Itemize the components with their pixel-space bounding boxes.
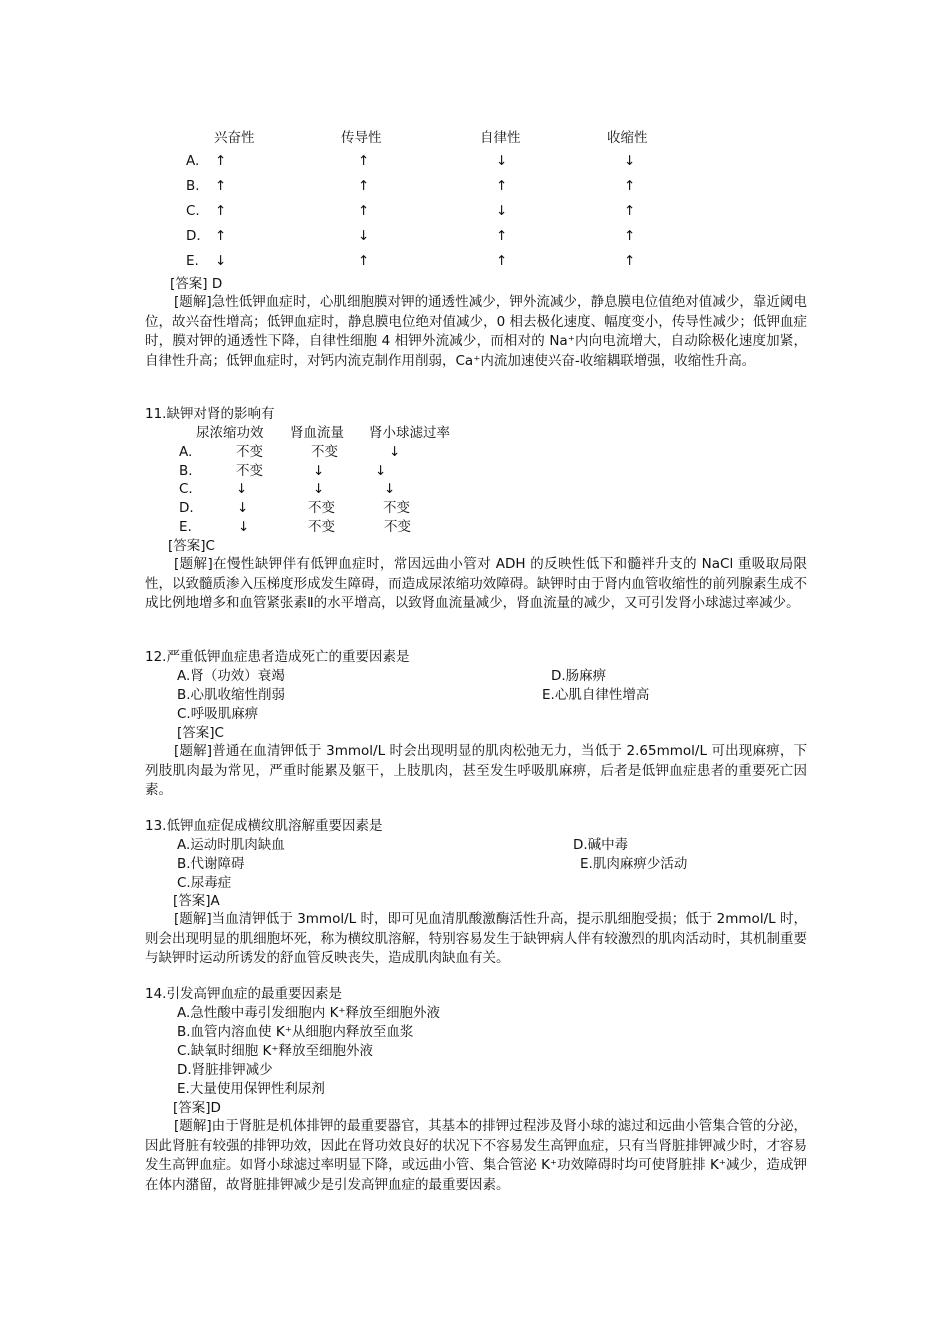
q13-option-a: A.运动时肌肉缺血 bbox=[177, 837, 285, 853]
q11-row-label: D. bbox=[179, 500, 194, 516]
q10-cell: ↑ bbox=[358, 203, 370, 219]
q10-row-label: E. bbox=[186, 253, 199, 269]
q11-cell: ↓ bbox=[238, 519, 250, 535]
q10-cell: ↑ bbox=[215, 228, 227, 244]
q10-cell: ↑ bbox=[358, 178, 370, 194]
q10-cell: ↓ bbox=[358, 228, 370, 244]
q11-cell: 不变 bbox=[384, 519, 411, 535]
q14-option-d: D.肾脏排钾减少 bbox=[177, 1062, 273, 1078]
q11-row-label: B. bbox=[179, 463, 193, 479]
q10-cell: ↑ bbox=[624, 253, 636, 269]
q13-option-e: E.肌肉麻痹少活动 bbox=[580, 856, 688, 872]
q13-option-b: B.代谢障碍 bbox=[177, 856, 245, 872]
q12-explanation: [题解]普通在血清钾低于 3mmol/L 时会出现明显的肌肉松弛无力，当低于 2.65mmol/L 可出现麻痹，下列肢肌肉最为常见，严重时能累及躯干，上肢肌肉，甚至发生呼吸肌麻痹，后者是低钾血症患者的重要死亡因素。 bbox=[145, 743, 807, 798]
q11-cell: ↓ bbox=[375, 463, 387, 479]
q10-row-label: A. bbox=[186, 153, 200, 169]
q10-cell: ↓ bbox=[496, 203, 508, 219]
q14-option-b: B.血管内溶血使 K⁺从细胞内释放至血浆 bbox=[177, 1024, 414, 1040]
q11-explanation: [题解]在慢性缺钾伴有低钾血症时，常因远曲小管对 ADH 的反映性低下和髓袢升支的 NaCl 重吸取局限性，以致髓质渗入压梯度形成发生障碍，而造成尿浓缩功效障碍。缺钾时由于肾内血管收缩性的前列腺素生成不成比例地增多和血管紧张素Ⅱ的水平增高，以致肾血流量减少，肾血流量的减少，又可引发肾小球滤过率减少。 bbox=[145, 556, 807, 611]
q14-option-a: A.急性酸中毒引发细胞内 K⁺释放至细胞外液 bbox=[177, 1005, 441, 1021]
q13-answer: [答案]A bbox=[173, 893, 220, 909]
q10-header-contractility: 收缩性 bbox=[607, 130, 648, 146]
q13-option-d: D.碱中毒 bbox=[573, 837, 629, 853]
q13-explanation: [题解]当血清钾低于 3mmol/L 时，即可见血清肌酸激酶活性升高，提示肌细胞受损；低于 2mmol/L 时，则会出现明显的肌细胞坏死，称为横纹肌溶解，特别容易发生于缺钾病人伴有较激烈的肌肉活动时，其机制重要与缺钾时运动所诱发的舒血管反映丧失，造成肌肉缺血有关。 bbox=[145, 911, 807, 966]
q11-cell: ↓ bbox=[313, 463, 325, 479]
q11-cell: 不变 bbox=[236, 444, 263, 460]
q10-cell: ↑ bbox=[624, 228, 636, 244]
q11-row-label: A. bbox=[179, 444, 193, 460]
q10-cell: ↑ bbox=[215, 178, 227, 194]
q10-cell: ↑ bbox=[215, 153, 227, 169]
q11-cell: 不变 bbox=[308, 519, 335, 535]
q10-explanation: [题解]急性低钾血症时，心肌细胞膜对钾的通透性减少，钾外流减少，静息膜电位值绝对值减少，靠近阈电位，故兴奋性增高；低钾血症时，静息膜电位绝对值减少，0 相去极化速度、幅度变小，传导性减少；低钾血症时，膜对钾的通透性下降，自律性细胞 4 相钾外流减少，而相对的 Na⁺内向电流增大，自动除极化速度加紧，自律性升高；低钾血症时，对钙内流克制作用削弱，Ca⁺内流加速使兴奋-收缩耦联增强，收缩性升高。 bbox=[145, 294, 807, 369]
q11-cell: 不变 bbox=[383, 500, 410, 516]
q13-option-c: C.尿毒症 bbox=[177, 875, 232, 891]
q14-option-c: C.缺氧时细胞 K⁺释放至细胞外液 bbox=[177, 1043, 373, 1059]
q12-answer: [答案]C bbox=[177, 725, 224, 741]
q14-explanation: [题解]由于肾脏是机体排钾的最重要器官，其基本的排钾过程涉及肾小球的滤过和远曲小管集合管的分泌，因此肾脏有较强的排钾功效，因此在肾功效良好的状况下不容易发生高钾血症，只有当肾脏排钾减少时，才容易发生高钾血症。如肾小球滤过率明显下降，或远曲小管、集合管泌 K⁺功效障碍时均可使肾脏排 K⁺减少，造成钾在体内潴留，故肾脏排钾减少是引发高钾血症的最重要因素。 bbox=[145, 1118, 807, 1193]
q10-cell: ↓ bbox=[624, 153, 636, 169]
q10-header-excitability: 兴奋性 bbox=[214, 130, 255, 146]
q11-header: 尿浓缩功效 bbox=[196, 425, 264, 441]
q12-option-e: E.心肌自律性增高 bbox=[542, 687, 650, 703]
q10-row-label: D. bbox=[186, 228, 201, 244]
q10-cell: ↓ bbox=[496, 153, 508, 169]
q12-option-b: B.心肌收缩性削弱 bbox=[177, 687, 286, 703]
q10-cell: ↑ bbox=[624, 178, 636, 194]
q12-option-a: A.肾（功效）衰竭 bbox=[177, 668, 285, 684]
q11-cell: 不变 bbox=[311, 444, 338, 460]
q10-cell: ↑ bbox=[358, 153, 370, 169]
q11-row-label: C. bbox=[179, 481, 193, 497]
q11-answer: [答案]C bbox=[168, 538, 215, 554]
q11-cell: 不变 bbox=[236, 463, 263, 479]
q14-title: 14.引发高钾血症的最重要因素是 bbox=[145, 986, 342, 1002]
q10-cell: ↑ bbox=[496, 178, 508, 194]
q10-header-conductivity: 传导性 bbox=[341, 130, 382, 146]
q10-cell: ↑ bbox=[624, 203, 636, 219]
q11-header: 肾小球滤过率 bbox=[369, 425, 450, 441]
q10-header-automaticity: 自律性 bbox=[480, 130, 521, 146]
q11-title: 11.缺钾对肾的影响有 bbox=[145, 406, 275, 422]
q11-cell: ↓ bbox=[313, 481, 325, 497]
q10-cell: ↑ bbox=[496, 228, 508, 244]
q10-cell: ↑ bbox=[215, 203, 227, 219]
q11-row-label: E. bbox=[179, 519, 192, 535]
q10-cell: ↓ bbox=[215, 253, 227, 269]
q10-row-label: C. bbox=[186, 203, 200, 219]
q11-cell: 不变 bbox=[308, 500, 335, 516]
q13-title: 13.低钾血症促成横纹肌溶解重要因素是 bbox=[145, 818, 383, 834]
q10-row-label: B. bbox=[186, 178, 200, 194]
q11-cell: ↓ bbox=[389, 444, 401, 460]
q12-option-d: D.肠麻痹 bbox=[551, 668, 607, 684]
q11-cell: ↓ bbox=[384, 481, 396, 497]
q11-cell: ↓ bbox=[237, 500, 249, 516]
q10-cell: ↑ bbox=[496, 253, 508, 269]
q11-header: 肾血流量 bbox=[290, 425, 344, 441]
q14-answer: [答案]D bbox=[173, 1100, 221, 1116]
q12-title: 12.严重低钾血症患者造成死亡的重要因素是 bbox=[145, 649, 410, 665]
q12-option-c: C.呼吸肌麻痹 bbox=[177, 706, 259, 722]
q14-option-e: E.大量使用保钾性利尿剂 bbox=[177, 1081, 325, 1097]
q11-cell: ↓ bbox=[236, 481, 248, 497]
q10-cell: ↑ bbox=[358, 253, 370, 269]
q10-answer: [答案] D bbox=[170, 276, 223, 292]
